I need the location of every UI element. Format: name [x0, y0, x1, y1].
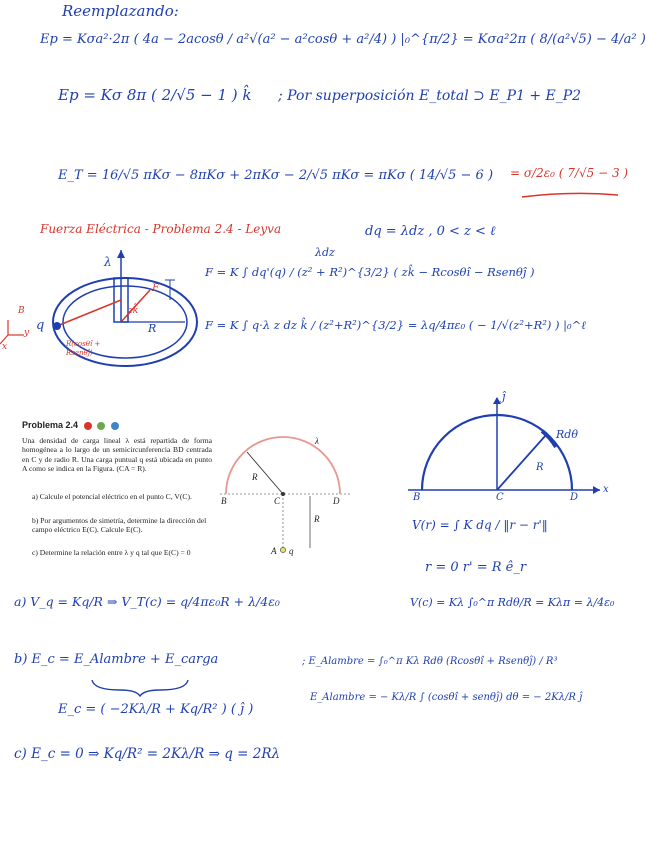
- semi-C: C: [496, 492, 504, 503]
- fig-B: B: [221, 496, 227, 506]
- force-note: λdz: [315, 246, 335, 259]
- problem-item-b: b) Por argumentos de simetría, determine la dirección del campo eléctrico E(C). Calcule E(C).: [32, 516, 207, 535]
- red-underline: [520, 185, 620, 205]
- sketch-lambda: λ: [104, 255, 112, 269]
- problem-item-c: c) Determine la relación entre λ y q tal que E(C) = 0: [32, 548, 191, 557]
- sketch-q: q: [36, 318, 45, 333]
- sketch-R: R: [148, 322, 157, 335]
- answer-c: c) E_c = 0 ⇒ Kq/R² = 2Kλ/R ⇒ q = 2Rλ: [14, 746, 281, 762]
- vc-formula: V(r) = ∫ K dq / ‖r − r'‖: [412, 518, 548, 532]
- semicircle-sketch: [400, 395, 610, 505]
- fig-q: q: [289, 546, 294, 556]
- fig-lambda: λ: [315, 436, 319, 446]
- notes-line2b: ; Por superposición E_total ⊃ E_P1 + E_P2: [278, 88, 582, 104]
- sketch-x: x: [2, 342, 8, 352]
- problem-title: [22, 420, 119, 430]
- force-eq-1: F = K ∫ dq'(q) / (z² + R²)^{3/2} ( zk̂ − Rcosθî − Rsenθĵ ): [205, 265, 535, 279]
- semi-B: B: [413, 492, 421, 503]
- green-icon: [97, 422, 105, 430]
- red-icon: [84, 422, 92, 430]
- answer-b-left: b) E_c = E_Alambre + E_carga: [14, 652, 219, 667]
- semi-x: x: [603, 484, 609, 495]
- blue-icon: [111, 422, 119, 430]
- semi-top-label: ĵ: [502, 390, 506, 403]
- problem-item-a: a) Calcule el potencial eléctrico en el punto C, V(C).: [32, 492, 192, 501]
- sketch-rvec: R(cosθî + Rsenθĵ): [66, 340, 101, 357]
- r-equation: r = 0 r' = R ê_r: [425, 560, 527, 575]
- notes-line1: Ep = Kσa²·2π ( 4a − 2acosθ / a²√(a² − a²cosθ + a²/4) ) |₀^{π/2} = Kσa²2π ( 8/(a²√5) − 4/a² ): [40, 32, 646, 47]
- fig-R-diag: R: [252, 472, 258, 482]
- semi-D: D: [570, 492, 579, 503]
- answer-b-right1: ; E_Alambre = ∫₀^π Kλ Rdθ (Rcosθî + Rsenθĵ) / R³: [302, 656, 558, 667]
- notes-line3-red: = σ/2ε₀ ( 7/√5 − 3 ): [510, 166, 629, 180]
- answer-b-sub: E_c = ( −2Kλ/R + Kq/R² ) ( ĵ ): [58, 702, 254, 717]
- semi-rdtheta: Rdθ: [556, 428, 578, 441]
- sketch-F: F: [152, 283, 159, 294]
- notes-line3: E_T = 16/√5 πKσ − 8πKσ + 2πKσ − 2/√5 πKσ = πKσ ( 14/√5 − 6 ): [58, 168, 494, 183]
- notes-line2: Ep = Kσ 8π ( 2/√5 − 1 ) k̂: [58, 86, 252, 104]
- fig-R-vert: R: [314, 514, 320, 524]
- sketch-B: B: [18, 306, 25, 316]
- problem-title-text: Problema 2.4: [22, 420, 79, 430]
- sketch-zk: zk̂: [128, 306, 139, 316]
- fig-A: A: [271, 546, 277, 556]
- force-eq-2: F = K ∫ q·λ z dz k̂ / (z²+R²)^{3/2} = λq/4πε₀ ( − 1/√(z²+R²) ) |₀^ℓ: [205, 318, 587, 332]
- answer-a-right: V(c) = Kλ ∫₀^π Rdθ/R = Kλπ = λ/4ε₀: [410, 596, 615, 609]
- ring-force-sketch: [0, 250, 200, 400]
- fig-D: D: [333, 496, 340, 506]
- answer-b-right2: E_Alambre = − Kλ/R ∫ (cosθî + senθĵ) dθ = − 2Kλ/R ĵ: [310, 692, 583, 703]
- problem-body: Una densidad de carga lineal λ está repartida de forma homogénea a lo largo de un semicircunferencia BD centrada en C y de radio R. Una carga puntual q está ubicada en punto A como se indica en la Figura. (CA = R).: [22, 436, 212, 474]
- section-right: dq = λdz , 0 < z < ℓ: [365, 224, 496, 239]
- fig-C: C: [274, 496, 281, 506]
- answer-a-left: a) V_q = Kq/R ⇒ V_T(c) = q/4πε₀R + λ/4ε₀: [14, 594, 280, 609]
- notes-header: Reemplazando:: [62, 2, 179, 20]
- sketch-y: y: [24, 328, 30, 338]
- brace: [90, 678, 190, 698]
- section-title: Fuerza Eléctrica - Problema 2.4 - Leyva: [40, 222, 282, 236]
- semi-R: R: [536, 462, 544, 473]
